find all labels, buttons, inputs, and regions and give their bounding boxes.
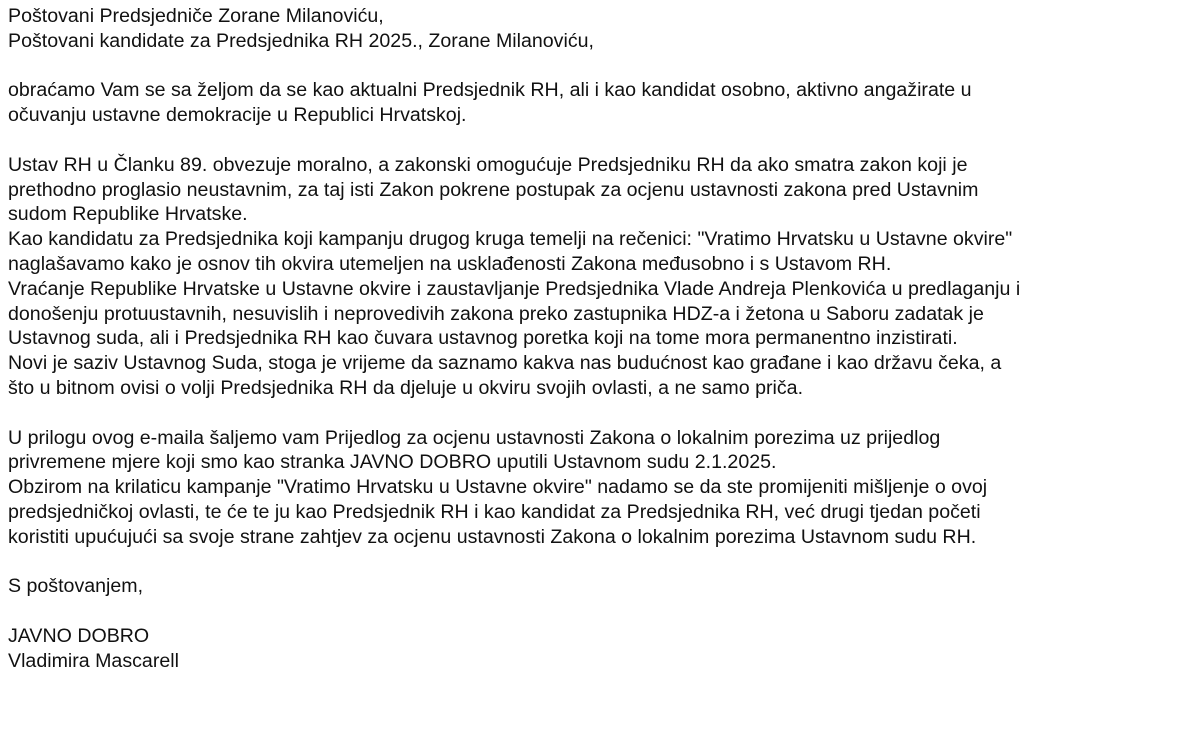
body-line: prethodno proglasio neustavnim, za taj isti Zakon pokrene postupak za ocjenu ustavnosti zakona pred Ustavnim — [8, 178, 979, 201]
body-line: donošenju protuustavnih, nesuvislih i neprovedivih zakona preko zastupnika HDZ-a i žetona u Saboru zadatak je — [8, 302, 984, 325]
paragraph-gap — [8, 401, 1192, 426]
attachment-line: predsjedničkoj ovlasti, te će te ju kao Predsjednik RH i kao kandidat za Predsjednika RH, već drugi tjedan početi — [8, 500, 981, 523]
signature — [8, 624, 1192, 674]
attachment-line: privremene mjere koji smo kao stranka JAVNO DOBRO uputili Ustavnom sudu 2.1.2025. — [8, 451, 777, 474]
paragraph-gap — [8, 550, 1192, 575]
attachment-line: U prilogu ovog e-maila šaljemo vam Prijedlog za ocjenu ustavnosti Zakona o lokalnim porezima uz prijedlog — [8, 426, 941, 449]
attachment-line: koristiti upućujući sa svoje strane zahtjev za ocjenu ustavnosti Zakona o lokalnim porezima Ustavnom sudu RH. — [8, 525, 977, 548]
salutation — [8, 4, 1192, 54]
body-line: naglašavamo kako je osnov tih okvira utemeljen na usklađenosti Zakona međusobno i s Ustavom RH. — [8, 252, 892, 275]
salutation-line: Poštovani Predsjedniče Zorane Milanoviću, — [8, 5, 384, 27]
intro-paragraph — [8, 78, 1192, 128]
attachment-line: Obzirom na krilaticu kampanje "Vratimo Hrvatsku u Ustavne okvire" nadamo se da ste promijeniti mišljenje o ovoj — [8, 476, 988, 499]
salutation-line: Poštovani kandidate za Predsjednika RH 2025., Zorane Milanoviću, — [8, 29, 594, 52]
intro-line: očuvanju ustavne demokracije u Republici Hrvatskoj. — [8, 104, 467, 127]
paragraph-gap — [8, 54, 1192, 79]
signature-organization: JAVNO DOBRO — [8, 624, 150, 647]
main-body-paragraph — [8, 153, 1192, 401]
body-line: Ustavnog suda, ali i Predsjednika RH kao čuvara ustavnog poretka koji na tome mora permanentno inzistirati. — [8, 327, 958, 350]
body-line: Kao kandidatu za Predsjednika koji kampanju drugog kruga temelji na rečenici: "Vratimo Hrvatsku u Ustavne okvire" — [8, 228, 1013, 251]
body-line: sudom Republike Hrvatske. — [8, 203, 248, 226]
closing: S poštovanjem, — [8, 575, 144, 598]
body-line: što u bitnom ovisi o volji Predsjednika RH da djeluje u okviru svojih ovlasti, a ne samo priča. — [8, 376, 804, 399]
body-line: Vraćanje Republike Hrvatske u Ustavne okvire i zaustavljanje Predsjednika Vlade Andreja Plenkovića u predlaganju i — [8, 277, 1021, 300]
paragraph-gap — [8, 128, 1192, 153]
attachment-paragraph — [8, 426, 1192, 550]
intro-line: obraćamo Vam se sa željom da se kao aktualni Predsjednik RH, ali i kao kandidat osobno, aktivno angažirate u — [8, 79, 972, 102]
body-line: Ustav RH u Članku 89. obvezuje moralno, a zakonski omogućuje Predsjedniku RH da ako smatra zakon koji je — [8, 153, 968, 176]
body-line: Novi je saziv Ustavnog Suda, stoga je vrijeme da saznamo kakva nas budućnost kao građane i kao državu čeka, a — [8, 352, 1002, 375]
signature-name: Vladimira Mascarell — [8, 649, 179, 672]
paragraph-gap — [8, 599, 1192, 624]
